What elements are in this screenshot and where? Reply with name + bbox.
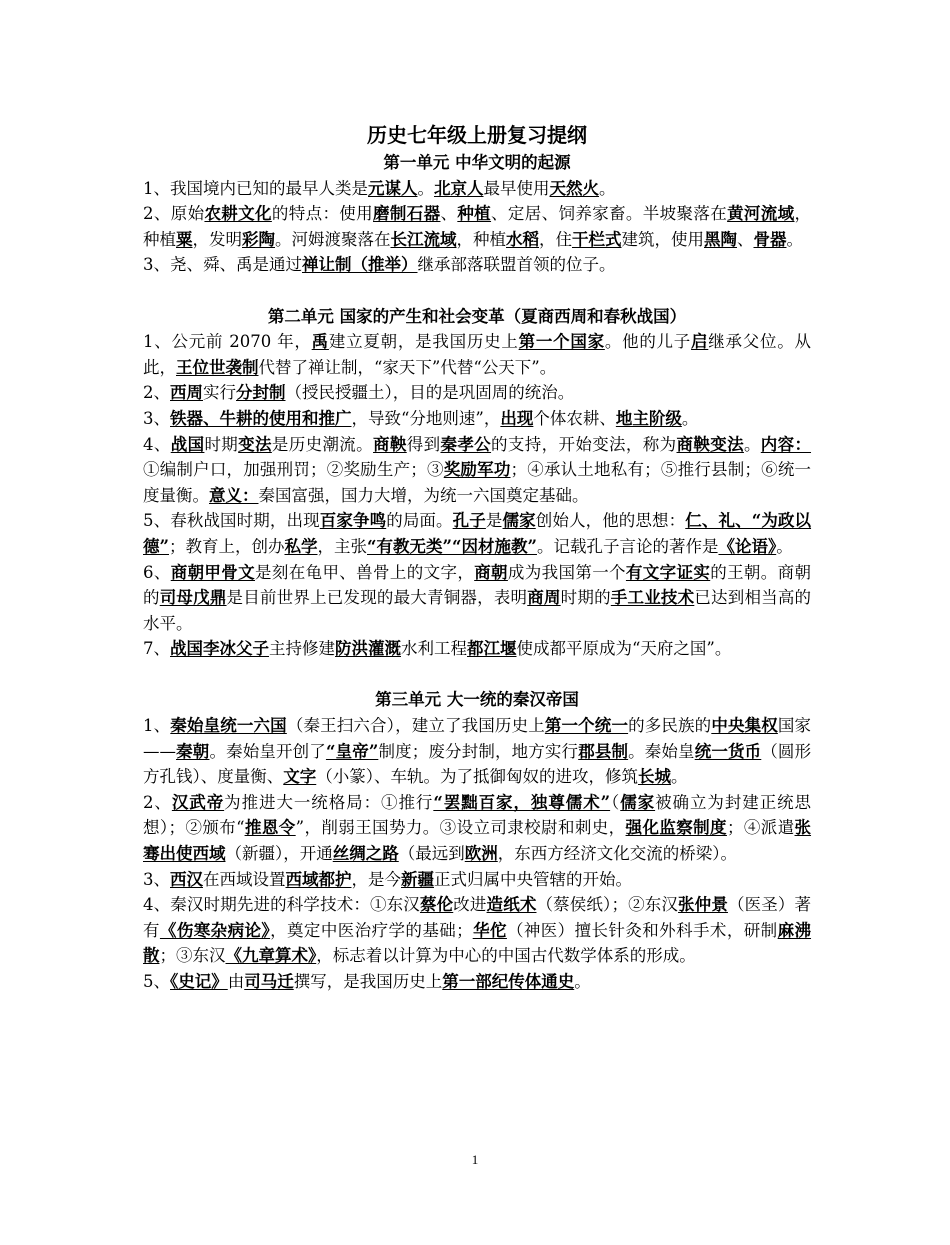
text-segment: ，奠定中医治疗学的基础；	[270, 920, 473, 940]
text-segment: 主持修建	[269, 639, 335, 659]
key-term: 北京人	[434, 178, 484, 198]
text-segment: （医圣）著有	[143, 895, 812, 940]
text-segment: （	[610, 792, 621, 812]
document-page	[143, 120, 811, 995]
key-term: 第一部纪传体通史	[442, 972, 575, 991]
key-term: 第一个国家	[518, 332, 605, 352]
text-segment: （授民授疆土），目的是巩固周的统治。	[285, 383, 575, 403]
text-segment: ①编制户口，加强刑罚；②奖励生产；③	[143, 460, 444, 480]
key-term: 禅让制（推举）	[302, 255, 418, 275]
text-segment: 。	[776, 536, 793, 556]
text-segment: 代替了禅让制，“家天下”代替“公天下”。	[258, 357, 557, 377]
key-term: 百家争鸣	[319, 511, 387, 531]
key-term: 黑陶	[704, 229, 737, 249]
text-segment: 建筑，使用	[621, 229, 704, 249]
text-segment: 4、秦汉时期先进的科学技术：①东汉	[143, 895, 420, 915]
text-segment: 。河姆渡聚落在	[275, 229, 391, 249]
text-segment: 成为我国第一个	[507, 562, 626, 582]
key-term: 推恩令	[244, 818, 296, 838]
text-segment: 实行	[203, 383, 236, 403]
text-segment: ；③东汉	[159, 946, 226, 966]
outline-item	[143, 380, 811, 406]
key-term: 磨制石器	[373, 204, 441, 224]
text-segment: 2、	[143, 792, 172, 812]
text-segment: 3、	[143, 408, 170, 428]
key-term: 出现	[500, 408, 534, 428]
key-term: 手工业技术	[610, 588, 695, 608]
key-term: 司马迁	[244, 972, 294, 991]
outline-item	[143, 713, 811, 790]
text-segment: ，种植	[456, 229, 506, 249]
unit-heading: 第一单元 中华文明的起源	[383, 153, 571, 172]
text-segment: 3、	[143, 869, 170, 889]
text-segment: 、定居、饲养家畜。半坡聚落在	[491, 204, 728, 224]
text-segment: （秦王扫六合），建立了我国历史上	[286, 716, 545, 736]
text-segment: ；④派遣	[726, 818, 795, 838]
key-term: 彩陶	[242, 229, 275, 249]
text-segment: 。他的儿子	[604, 332, 692, 352]
text-segment: 撰写，是我国历史上	[293, 972, 443, 991]
key-term: 粟	[176, 229, 193, 249]
text-segment: 继承部落联盟首领的位子。	[417, 255, 616, 275]
key-term: 铁器、牛耕的使用和推广	[170, 408, 352, 428]
outline-item	[143, 560, 811, 637]
text-segment: ，标志着以计算为中心的中国古代数学体系的形成。	[316, 946, 696, 966]
text-segment: 、	[737, 229, 754, 249]
key-term: 新疆	[401, 869, 434, 889]
key-term: 元谋人	[368, 178, 418, 198]
text-segment: 时期	[204, 434, 239, 454]
text-segment: 6、	[143, 562, 171, 582]
text-segment: 1、我国境内已知的最早人类是	[143, 178, 368, 198]
page-number: 1	[471, 1152, 479, 1167]
text-segment: ，种植	[143, 204, 812, 249]
text-segment: 是	[485, 511, 503, 531]
key-term: 秦朝	[176, 741, 210, 761]
text-segment: ，是今	[351, 869, 401, 889]
text-segment: 。	[786, 229, 803, 249]
key-term: 地主阶级	[615, 408, 682, 428]
text-segment: ；④承认土地私有；⑤推行县制；⑥统一度量衡。	[143, 460, 812, 505]
key-term: 秦孝公	[440, 434, 492, 454]
text-segment: 3、尧、舜、禹是通过	[143, 255, 302, 275]
text-segment: 被确立为封建正统思想）；②颁布“	[143, 792, 812, 838]
key-term: 意义：	[209, 485, 259, 505]
key-term: 黄河流域	[727, 204, 795, 224]
key-term: 中央集权	[711, 716, 778, 736]
key-term: 儒家	[502, 511, 536, 531]
key-term: 禹	[311, 332, 329, 352]
key-term: 王位世袭制	[176, 357, 259, 377]
text-segment: 已达到相当高的水平。	[143, 588, 812, 633]
text-segment: 继承父位。从此，	[143, 332, 812, 377]
key-term: 《伤寒杂病论》	[159, 920, 271, 940]
text-segment: 4、	[143, 434, 171, 454]
outline-item	[143, 329, 811, 380]
outline-item	[143, 790, 811, 867]
section-gap	[143, 278, 811, 304]
text-segment: 的支持，开始变法，称为	[491, 434, 677, 454]
key-term: 麻沸散	[143, 920, 812, 966]
text-segment: ，东西方经济文化交流的桥梁）。	[497, 844, 737, 864]
text-segment: 国家——	[143, 716, 812, 761]
text-segment: 的局面。	[386, 511, 453, 531]
text-segment: （蔡侯纸）；②东汉	[536, 895, 679, 915]
key-term: 张仲景	[678, 895, 728, 915]
key-term: 《史记》	[170, 972, 228, 991]
key-term: 农耕文化	[204, 204, 272, 224]
text-segment: 秦国富强，国力大增，为统一六国奠定基础。	[258, 485, 589, 505]
key-term: 战国	[170, 434, 205, 454]
text-segment: ，住	[539, 229, 572, 249]
key-term: 造纸术	[486, 895, 537, 915]
key-term: 丝绸之路	[332, 844, 399, 864]
key-term: 长城	[638, 767, 671, 787]
text-segment: 最早使用	[483, 178, 550, 198]
text-segment: ，主张	[317, 536, 367, 556]
text-segment: 。	[743, 434, 761, 454]
outline-item	[143, 432, 811, 509]
text-segment: 为推进大一统格局：①推行	[224, 792, 434, 812]
text-segment: ”，削弱王国势力。③设立司隶校尉和刺史，	[295, 818, 626, 838]
outline-item	[143, 867, 811, 893]
outline-item	[143, 969, 811, 995]
outline-item	[143, 176, 811, 202]
text-segment: 水利工程	[401, 639, 467, 659]
outline-item	[143, 508, 811, 559]
section-gap	[143, 662, 811, 688]
text-segment: 的王朝。商朝的	[143, 562, 812, 608]
key-term: 防洪灌溉	[335, 639, 401, 659]
text-segment: （圆形方孔钱）、度量衡、	[143, 741, 812, 787]
key-term: 有文字证实	[625, 562, 711, 582]
text-segment: 。秦始皇开创了	[209, 741, 326, 761]
key-term: 商朝	[474, 562, 508, 582]
text-segment: （小篆）、车轨。为了抵御匈奴的进攻，修筑	[316, 767, 638, 787]
unit-heading: 第三单元 大一统的秦汉帝国	[375, 690, 579, 710]
key-term: 西域都护	[285, 869, 352, 889]
text-segment: 是目前世界上已发现的最大青铜器，表明	[226, 588, 528, 608]
key-term: 战国李冰父子	[170, 639, 269, 659]
key-term: 私学	[284, 536, 318, 556]
text-segment: （新疆），开通	[225, 844, 333, 864]
key-term: 孔子	[452, 511, 486, 531]
text-segment: 。	[599, 178, 616, 198]
document-title: 历史七年级上册复习提纲	[367, 123, 587, 147]
key-term: 统一货币	[694, 741, 762, 761]
key-term: 汉武帝	[171, 792, 225, 812]
key-term: 商鞅变法	[676, 434, 744, 454]
key-term: 都江堰	[467, 639, 517, 659]
text-segment: ，发明	[192, 229, 242, 249]
key-term: 仁、礼、“为政以德”	[143, 511, 812, 556]
text-segment: （最远到	[398, 844, 465, 864]
key-term: 启	[691, 332, 709, 352]
key-term: 欧洲	[464, 844, 498, 864]
text-segment: （神医）擅长针灸和外科手术，研制	[506, 920, 778, 940]
key-term: “有教无类”“因材施教”	[367, 536, 537, 556]
key-term: 奖励军功	[443, 460, 511, 480]
key-term: 商朝甲骨文	[170, 562, 256, 582]
key-term: 儒家	[620, 792, 656, 812]
text-segment: 得到	[406, 434, 441, 454]
text-segment: 。	[671, 767, 688, 787]
outline-item	[143, 201, 811, 252]
key-term: 文字	[283, 767, 317, 787]
text-segment: 7、	[143, 639, 170, 659]
outline-item	[143, 892, 811, 969]
key-term: 天然火	[549, 178, 599, 198]
text-segment: 个体农耕、	[533, 408, 616, 428]
text-segment: 的多民族的	[628, 716, 712, 736]
key-term: 分封制	[236, 383, 286, 403]
text-segment: 。秦始皇	[628, 741, 695, 761]
key-term: 长江流域	[390, 229, 457, 249]
text-segment: 建立夏朝，是我国历史上	[328, 332, 519, 352]
text-segment: 1、	[143, 716, 171, 736]
key-term: 水稻	[506, 229, 539, 249]
text-segment: 创始人，他的思想：	[535, 511, 686, 531]
key-term: 张骞出使西域	[143, 818, 812, 864]
key-term: 郡县制	[578, 741, 629, 761]
key-term: 内容：	[760, 434, 812, 454]
text-segment: 、	[440, 204, 458, 224]
units-container	[143, 150, 811, 995]
text-segment: 5、春秋战国时期，出现	[143, 511, 320, 531]
text-segment: 是历史潮流。	[271, 434, 374, 454]
key-term: 《九章算术》	[225, 946, 317, 966]
text-segment: 。	[681, 408, 699, 428]
key-term: 华佗	[472, 920, 507, 940]
key-term: 第一个统一	[544, 716, 629, 736]
text-segment: 使成都平原成为“天府之国”。	[516, 639, 732, 659]
key-term: 干栏式	[572, 229, 622, 249]
key-term: 秦始皇统一六国	[170, 716, 287, 736]
unit-heading: 第二单元 国家的产生和社会变革（夏商西周和春秋战国）	[267, 306, 687, 326]
key-term: “皇帝”	[325, 741, 379, 761]
text-segment: 在西域设置	[203, 869, 286, 889]
key-term: 司母戊鼎	[159, 588, 227, 608]
key-term: 商鞅	[373, 434, 407, 454]
text-segment: 是刻在龟甲、兽骨上的文字，	[255, 562, 475, 582]
text-segment: 。记载孔子言论的著作是	[536, 536, 719, 556]
text-segment: 2、	[143, 383, 170, 403]
text-segment: 正式归属中央管辖的开始。	[434, 869, 632, 889]
key-term: “罢黜百家，独尊儒术”	[433, 792, 611, 812]
key-term: 商周	[527, 588, 561, 608]
key-term: 种植	[457, 204, 492, 224]
text-segment: ，导致“分地则速”，	[351, 408, 501, 428]
key-term: 强化监察制度	[625, 818, 727, 838]
text-segment: 制度；废分封制，地方实行	[378, 741, 579, 761]
outline-item	[143, 636, 811, 662]
text-segment: 5、	[143, 972, 170, 991]
key-term: 西汉	[170, 869, 203, 889]
text-segment: 由	[227, 972, 245, 991]
key-term: 蔡伦	[419, 895, 454, 915]
key-term: 《论语》	[718, 536, 777, 556]
key-term: 骨器	[753, 229, 787, 249]
outline-item	[143, 406, 811, 432]
outline-item	[143, 252, 811, 278]
text-segment: 时期的	[560, 588, 611, 608]
key-term: 变法	[238, 434, 272, 454]
text-segment: 2、原始	[143, 204, 205, 224]
key-term: 西周	[170, 383, 203, 403]
text-segment: 改进	[453, 895, 487, 915]
text-segment: 。	[574, 972, 591, 991]
text-segment: 的特点：使用	[271, 204, 374, 224]
text-segment: ；教育上，创办	[169, 536, 285, 556]
text-segment: 。	[417, 178, 434, 198]
text-segment: 1、公元前 2070 年，	[143, 332, 312, 352]
